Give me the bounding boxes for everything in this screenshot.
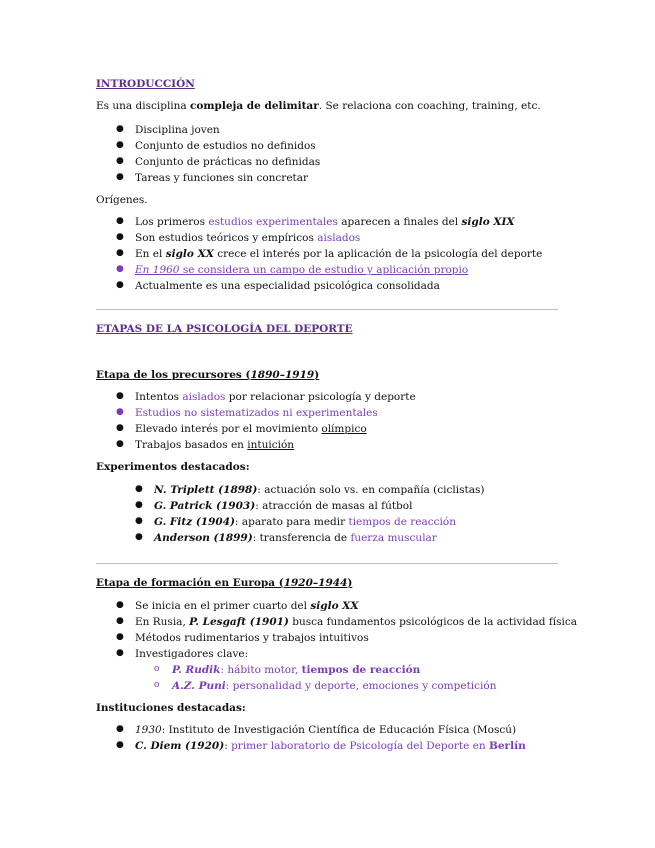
origins-bullet: Son estudios teóricos y empíricos aislados — [135, 232, 361, 244]
experiment-item: G. Patrick (1903): atracción de masas al fútbol — [154, 500, 413, 512]
experiment-item: Anderson (1899): transferencia de fuerza muscular — [154, 532, 437, 544]
precursors-bullet: Estudios no sistematizados ni experimentales — [135, 407, 378, 419]
bullet-icon: ● — [135, 532, 143, 542]
experiment-item: N. Triplett (1898): actuación solo vs. en compañía (ciclistas) — [154, 484, 485, 496]
bullet-icon: ● — [116, 280, 124, 290]
bullet-icon: ● — [116, 616, 124, 626]
precursors-bullet: Trabajos basados en intuición — [135, 439, 295, 451]
bullet-icon: ● — [116, 439, 124, 449]
origins-label: Orígenes. — [96, 194, 148, 206]
intro-heading: INTRODUCCIÓN — [96, 78, 195, 90]
bullet-icon: ● — [116, 216, 124, 226]
europe-bullet: Métodos rudimentarios y trabajos intuitivos — [135, 632, 369, 644]
bullet-icon: ● — [116, 156, 124, 166]
institution-item: 1930: Instituto de Investigación Científica de Educación Física (Moscú) — [135, 724, 517, 736]
bullet-icon: ● — [116, 232, 124, 242]
origins-bullet: Actualmente es una especialidad psicológica consolidada — [135, 280, 440, 292]
bullet-icon: ● — [116, 600, 124, 610]
circle-bullet-icon: o — [154, 664, 160, 674]
bullet-icon: ● — [116, 248, 124, 258]
bullet-icon: ● — [135, 500, 143, 510]
europe-bullet: En Rusia, P. Lesgaft (1901) busca fundamentos psicológicos de la actividad física — [135, 616, 577, 628]
europe-title: Etapa de formación en Europa (1920–1944) — [96, 577, 353, 589]
section-divider — [96, 309, 558, 310]
bullet-icon: ● — [135, 516, 143, 526]
bullet-icon: ● — [116, 740, 124, 750]
precursors-title: Etapa de los precursores (1890–1919) — [96, 369, 320, 381]
bullet-icon: ● — [116, 724, 124, 734]
experiment-item: G. Fitz (1904): aparato para medir tiempos de reacción — [154, 516, 456, 528]
section-divider — [96, 563, 558, 564]
bullet-icon: ● — [116, 124, 124, 134]
precursors-bullet: Intentos aislados por relacionar psicología y deporte — [135, 391, 416, 403]
bullet-icon: ● — [116, 172, 124, 182]
intro-bullet: Tareas y funciones sin concretar — [135, 172, 309, 184]
bullet-icon: ● — [135, 484, 143, 494]
intro-bullet: Conjunto de estudios no definidos — [135, 140, 316, 152]
bullet-icon: ● — [116, 632, 124, 642]
intro-bullet: Conjunto de prácticas no definidas — [135, 156, 321, 168]
bullet-icon: ● — [116, 423, 124, 433]
experiments-label: Experimentos destacados: — [96, 461, 250, 473]
bullet-icon: ● — [116, 140, 124, 150]
stages-heading: ETAPAS DE LA PSICOLOGÍA DEL DEPORTE — [96, 323, 353, 335]
bullet-icon: ● — [116, 264, 124, 274]
origins-bullet: Los primeros estudios experimentales aparecen a finales del siglo XIX — [135, 216, 515, 228]
origins-bullet: En 1960 se considera un campo de estudio y aplicación propio — [135, 264, 469, 276]
researcher-item: A.Z. Puni: personalidad y deporte, emociones y competición — [172, 680, 497, 692]
origins-bullet: En el siglo XX crece el interés por la aplicación de la psicología del deporte — [135, 248, 543, 260]
bullet-icon: ● — [116, 407, 124, 417]
intro-definition: Es una disciplina compleja de delimitar. Se relaciona con coaching, training, etc. — [96, 100, 541, 112]
precursors-bullet: Elevado interés por el movimiento olímpico — [135, 423, 367, 435]
bullet-icon: ● — [116, 391, 124, 401]
europe-bullet: Investigadores clave: — [135, 648, 249, 660]
intro-bullet: Disciplina joven — [135, 124, 220, 136]
institutions-label: Instituciones destacadas: — [96, 702, 246, 714]
bullet-icon: ● — [116, 648, 124, 658]
europe-bullet: Se inicia en el primer cuarto del siglo XX — [135, 600, 359, 612]
circle-bullet-icon: o — [154, 680, 160, 690]
institution-item: C. Diem (1920): primer laboratorio de Psicología del Deporte en Berlín — [135, 740, 526, 752]
researcher-item: P. Rudik: hábito motor, tiempos de reacción — [172, 664, 421, 676]
